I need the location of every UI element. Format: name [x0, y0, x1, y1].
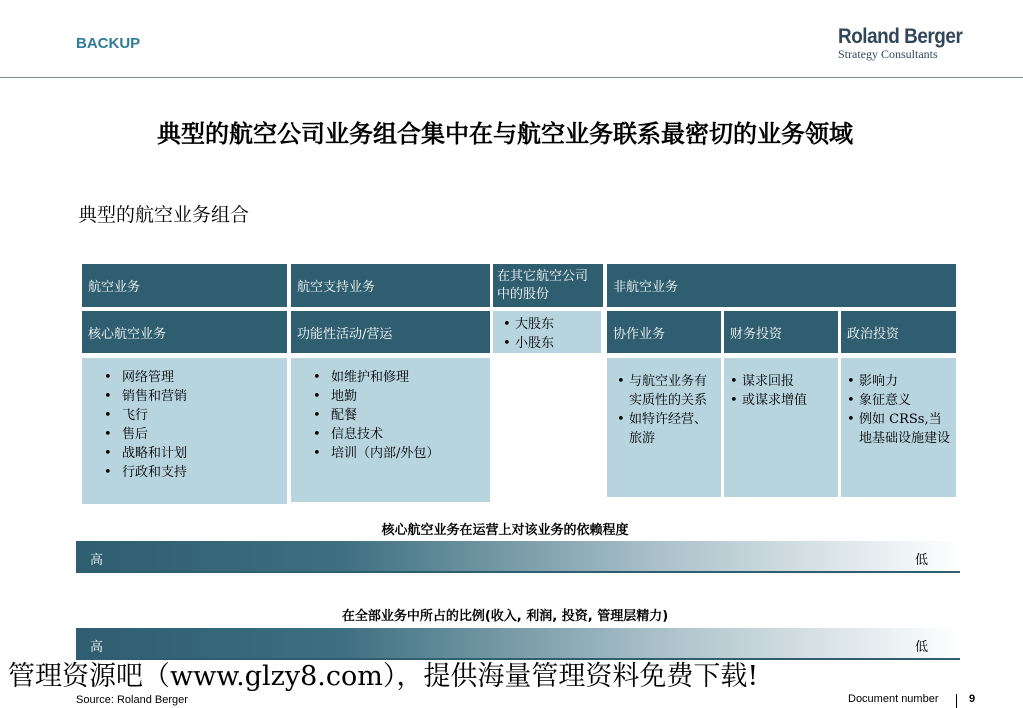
header-support: 航空支持业务	[291, 264, 490, 307]
list-item: • 如维护和修理	[313, 368, 486, 387]
list-item: • 培训（内部/外包）	[313, 444, 486, 463]
list-item: • 地勤	[313, 387, 486, 406]
list-item: • 信息技术	[313, 425, 486, 444]
list-item: • 与航空业务有实质性的关系	[613, 372, 717, 410]
header-divider	[0, 77, 1023, 78]
page-number: 9	[969, 693, 976, 705]
stakes-list	[493, 311, 601, 353]
dependency-high-label: 高	[90, 553, 104, 568]
header-non-aviation: 非航空业务	[607, 264, 956, 307]
header-aviation: 航空业务	[82, 264, 287, 307]
dependency-caption: 核心航空业务在运营上对该业务的依赖程度	[381, 523, 629, 538]
logo-tagline: Strategy Consultants	[838, 47, 938, 61]
dependency-low-label: 低	[914, 553, 928, 568]
sub-core-aviation: 核心航空业务	[82, 311, 287, 353]
functional-box	[291, 358, 490, 502]
list-item: • 或谋求增值	[726, 391, 834, 410]
list-item: • 影响力	[843, 372, 952, 391]
stakes-box	[493, 311, 601, 353]
source-note: Source: Roland Berger	[76, 694, 188, 706]
list-item: • 象征意义	[843, 391, 952, 410]
political-box	[841, 358, 956, 497]
list-item: • 战略和计划	[104, 444, 283, 463]
list-item: • 行政和支持	[104, 463, 283, 482]
footer-separator	[956, 694, 957, 708]
list-item: • 网络管理	[104, 368, 283, 387]
political-list	[841, 358, 956, 448]
section-subtitle: 典型的航空业务组合	[78, 204, 250, 226]
dependency-gradient-bar	[76, 541, 960, 573]
list-item: • 大股东	[499, 315, 597, 334]
list-item: • 配餐	[313, 406, 486, 425]
logo-name: Roland Berger	[838, 25, 963, 48]
sub-financial: 财务投资	[724, 311, 838, 353]
header-stakes: 在其它航空公司中的股份	[493, 264, 603, 307]
backup-label: BACKUP	[76, 35, 141, 52]
share-caption: 在全部业务中所占的比例(收入, 利润, 投资, 管理层精力)	[341, 609, 669, 624]
cooperation-list	[607, 358, 721, 448]
document-number: Document number	[848, 693, 939, 705]
sub-cooperation: 协作业务	[607, 311, 721, 353]
list-item: • 售后	[104, 425, 283, 444]
list-item: • 例如 CRSs,当地基础设施建设	[843, 410, 952, 448]
list-item: • 小股东	[499, 334, 597, 353]
core-aviation-list	[82, 358, 287, 482]
cooperation-box	[607, 358, 721, 497]
core-aviation-box	[82, 358, 287, 504]
financial-box	[724, 358, 838, 497]
functional-list	[291, 358, 490, 463]
sub-political: 政治投资	[841, 311, 956, 353]
list-item: • 如特许经营、旅游	[613, 410, 717, 448]
watermark-text: 管理资源吧（www.glzy8.com），提供海量管理资料免费下载!	[8, 661, 759, 692]
share-low-label: 低	[914, 640, 928, 655]
slide-title: 典型的航空公司业务组合集中在与航空业务联系最密切的业务领域	[157, 119, 853, 148]
financial-list	[724, 358, 838, 410]
share-high-label: 高	[90, 640, 104, 655]
sub-functional: 功能性活动/营运	[291, 311, 490, 353]
list-item: • 谋求回报	[726, 372, 834, 391]
list-item: • 飞行	[104, 406, 283, 425]
roland-berger-logo	[838, 26, 976, 60]
list-item: • 销售和营销	[104, 387, 283, 406]
